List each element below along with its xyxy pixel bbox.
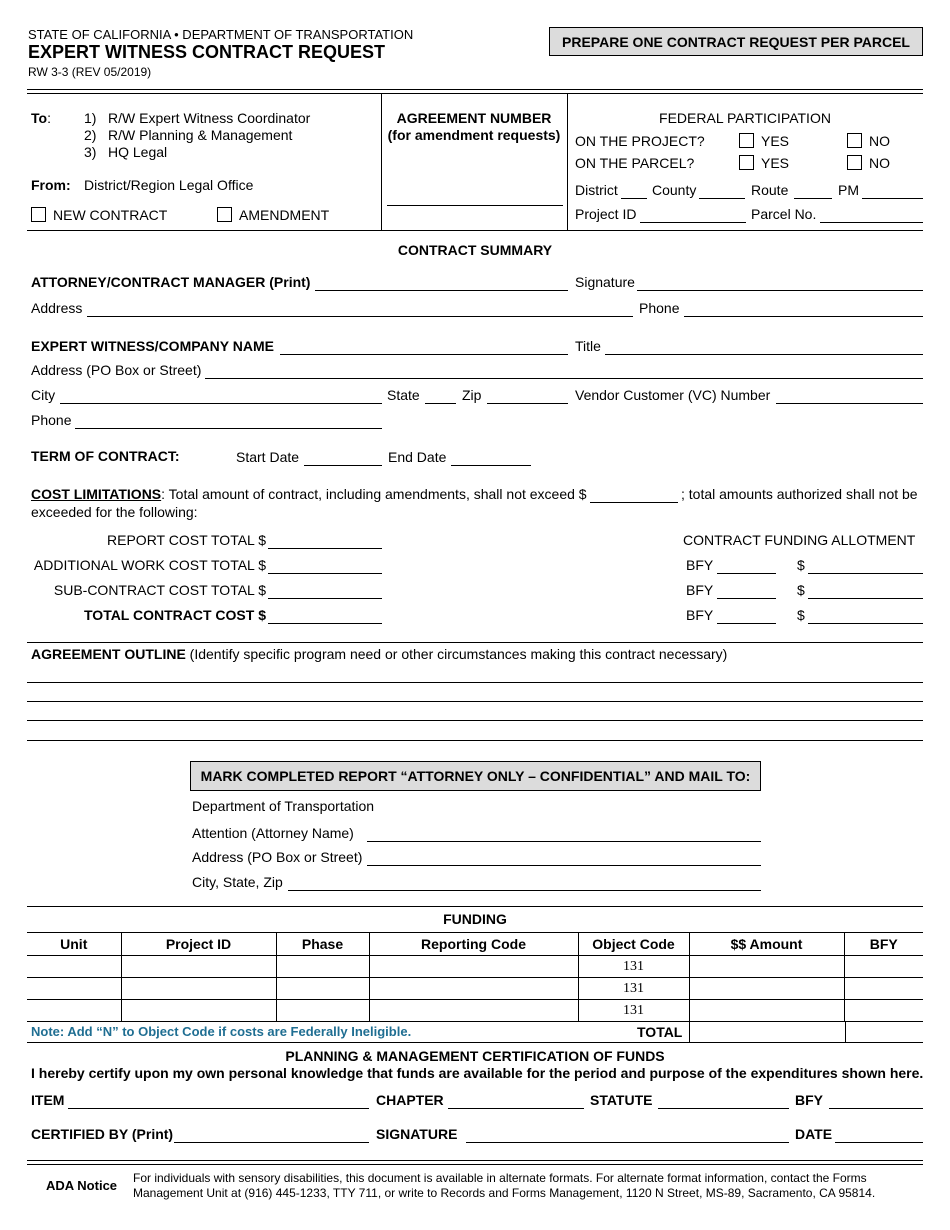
yes-label: YES [761, 133, 790, 149]
agreement-number-field[interactable] [387, 205, 563, 206]
to-item: R/W Expert Witness Coordinator [108, 110, 311, 126]
reporting-code-cell[interactable] [369, 1000, 578, 1022]
ada-notice-line: For individuals with sensory disabilities, this document is available in alternate formats. For alternate format information, contact the Forms [133, 1171, 867, 1185]
chapter-field[interactable] [448, 1108, 584, 1109]
table-header-row [27, 933, 923, 956]
attention-field[interactable] [367, 841, 761, 842]
start-date-field[interactable] [304, 465, 382, 466]
project-id-label: Project ID [575, 206, 637, 222]
ada-notice-line: Management Unit at (916) 445-1233, TTY 711, or write to Records and Forms Management, 1120 N Street, MS-89, Sacramento, CA 95814. [133, 1186, 876, 1200]
max-amount-field[interactable] [590, 502, 678, 503]
project-id-cell[interactable] [121, 956, 276, 978]
total-cost-label: TOTAL CONTRACT COST $ [84, 607, 266, 623]
column-header: Unit [27, 933, 121, 956]
address-field[interactable] [87, 316, 633, 317]
ada-label: ADA Notice [46, 1178, 118, 1193]
reporting-code-cell[interactable] [369, 978, 578, 1000]
state-label: State [387, 387, 420, 403]
object-code-cell: 131 [578, 978, 689, 1000]
zip-label: Zip [462, 387, 482, 403]
dollar-label: $ [797, 582, 805, 598]
bfy-cell[interactable] [844, 978, 923, 1000]
subcontract-cost-label: SUB-CONTRACT COST TOTAL $ [53, 582, 266, 598]
district-field[interactable] [621, 198, 647, 199]
bfy-label: BFY [686, 607, 714, 623]
agreement-outline-label: AGREEMENT OUTLINE (Identify specific program need or other circumstances making this contract necessary) [31, 646, 728, 662]
outline-line[interactable] [27, 740, 923, 741]
signature-label: Signature [575, 274, 635, 290]
table-row [27, 1000, 923, 1022]
bfy-cell[interactable] [844, 1000, 923, 1022]
bfy-label: BFY [686, 582, 714, 598]
po-address-field[interactable] [205, 378, 923, 379]
title-label: Title [575, 338, 601, 354]
total-amount-field[interactable] [690, 1022, 845, 1042]
unit-cell[interactable] [27, 956, 121, 978]
funding-title: FUNDING [443, 911, 507, 927]
bfy-field[interactable] [717, 598, 776, 599]
statute-field[interactable] [658, 1108, 789, 1109]
project-id-field[interactable] [640, 222, 746, 223]
phase-cell[interactable] [276, 1000, 369, 1022]
federal-participation-title: FEDERAL PARTICIPATION [659, 110, 831, 126]
column-header: Phase [276, 933, 369, 956]
statute-label: STATUTE [590, 1092, 653, 1108]
title-field[interactable] [605, 354, 923, 355]
vendor-label: Vendor Customer (VC) Number [575, 387, 771, 403]
reporting-code-cell[interactable] [369, 956, 578, 978]
divider [27, 1164, 923, 1165]
to-label: To: [31, 110, 51, 126]
term-label: TERM OF CONTRACT: [31, 448, 180, 464]
certification-statement: I hereby certify upon my own personal knowledge that funds are available for the period and purpose of the expenditures shown here. [31, 1065, 924, 1081]
cost-limitations-heading: COST LIMITATIONS [31, 486, 162, 502]
mail-address-label: Address (PO Box or Street) [192, 849, 363, 865]
divider [27, 93, 923, 94]
pm-field[interactable] [862, 198, 923, 199]
amount-cell[interactable] [689, 956, 844, 978]
phase-cell[interactable] [276, 956, 369, 978]
phone-label: Phone [639, 300, 680, 316]
cost-limitations-text: COST LIMITATIONS: Total amount of contract, including amendments, shall not exceed $ [31, 486, 587, 502]
expert-label: EXPERT WITNESS/COMPANY NAME [31, 338, 274, 354]
amendment-label: AMENDMENT [239, 207, 330, 223]
bfy-field[interactable] [717, 623, 776, 624]
funding-note: Note: Add “N” to Object Code if costs are Federally Ineligible. [31, 1024, 412, 1039]
project-yes-checkbox[interactable] [739, 133, 754, 148]
amendment-checkbox[interactable] [217, 207, 232, 222]
attention-label: Attention (Attorney Name) [192, 825, 354, 841]
divider [27, 1160, 923, 1161]
yes-label: YES [761, 155, 790, 171]
total-label: TOTAL [637, 1024, 683, 1040]
agency-name: STATE OF CALIFORNIA • DEPARTMENT OF TRANSPORTATION [28, 27, 414, 42]
divider [27, 230, 923, 231]
expert-phone-field[interactable] [75, 428, 382, 429]
no-label: NO [869, 133, 890, 149]
expert-field[interactable] [280, 354, 568, 355]
amount-cell[interactable] [689, 978, 844, 1000]
outline-line[interactable] [27, 701, 923, 702]
divider [27, 906, 923, 907]
column-header: BFY [844, 933, 923, 956]
allotment-title: CONTRACT FUNDING ALLOTMENT [683, 532, 916, 548]
attorney-field[interactable] [315, 290, 568, 291]
column-header: Object Code [578, 933, 689, 956]
start-date-label: Start Date [236, 449, 300, 465]
item-field[interactable] [68, 1108, 369, 1109]
bfy-label: BFY [686, 557, 714, 573]
county-field[interactable] [699, 198, 745, 199]
no-label: NO [869, 155, 890, 171]
outline-line[interactable] [27, 682, 923, 683]
county-label: County [652, 182, 697, 198]
column-header: Project ID [121, 933, 276, 956]
report-cost-field[interactable] [268, 548, 382, 549]
subcontract-cost-field[interactable] [268, 598, 382, 599]
po-address-label: Address (PO Box or Street) [31, 362, 202, 378]
state-field[interactable] [425, 403, 456, 404]
phone-label: Phone [31, 412, 72, 428]
agreement-number-label: AGREEMENT NUMBER [396, 110, 552, 126]
end-date-field[interactable] [451, 465, 531, 466]
column-header: $$ Amount [689, 933, 844, 956]
additional-cost-label: ADDITIONAL WORK COST TOTAL $ [33, 557, 266, 573]
dept-label: Department of Transportation [192, 798, 375, 814]
total-cost-field[interactable] [268, 623, 382, 624]
form-id: RW 3-3 (REV 05/2019) [28, 65, 152, 79]
allotment-amount-field[interactable] [808, 573, 923, 574]
unit-cell[interactable] [27, 978, 121, 1000]
bfy-field[interactable] [829, 1108, 923, 1109]
new-contract-checkbox[interactable] [31, 207, 46, 222]
contract-summary-title: CONTRACT SUMMARY [397, 242, 553, 258]
dollar-label: $ [797, 557, 805, 573]
mail-address-field[interactable] [367, 865, 761, 866]
from-label: From: [31, 177, 71, 193]
divider [845, 1021, 846, 1042]
project-id-cell[interactable] [121, 978, 276, 1000]
district-label: District [575, 182, 618, 198]
on-project-label: ON THE PROJECT? [575, 133, 705, 149]
city-state-zip-field[interactable] [288, 890, 761, 891]
new-contract-label: NEW CONTRACT [53, 207, 168, 223]
address-label: Address [31, 300, 83, 316]
object-code-cell: 131 [578, 956, 689, 978]
date-label: DATE [795, 1126, 833, 1142]
date-field[interactable] [835, 1142, 923, 1143]
bfy-field[interactable] [717, 573, 776, 574]
to-item: R/W Planning & Management [108, 127, 293, 143]
amount-cell[interactable] [689, 1000, 844, 1022]
divider [27, 1042, 923, 1043]
project-no-checkbox[interactable] [847, 133, 862, 148]
to-item-num: 1) [84, 110, 97, 126]
end-date-label: End Date [388, 449, 447, 465]
signature-field[interactable] [637, 290, 923, 291]
chapter-label: CHAPTER [376, 1092, 444, 1108]
table-row [27, 978, 923, 1000]
certification-title: PLANNING & MANAGEMENT CERTIFICATION OF FUNDS [285, 1048, 665, 1064]
city-field[interactable] [60, 403, 382, 404]
city-label: City [31, 387, 56, 403]
outline-line[interactable] [27, 720, 923, 721]
dollar-label: $ [797, 607, 805, 623]
bfy-label: BFY [795, 1092, 823, 1108]
parcel-no-label: Parcel No. [751, 206, 817, 222]
to-item-num: 2) [84, 127, 97, 143]
allotment-amount-field[interactable] [808, 623, 923, 624]
city-state-zip-label: City, State, Zip [192, 874, 283, 890]
form-title: EXPERT WITNESS CONTRACT REQUEST [28, 42, 386, 62]
unit-cell[interactable] [27, 1000, 121, 1022]
project-id-cell[interactable] [121, 1000, 276, 1022]
divider [27, 89, 923, 90]
agreement-number-sublabel: (for amendment requests) [387, 127, 561, 143]
parcel-no-field[interactable] [820, 222, 923, 223]
bfy-cell[interactable] [844, 956, 923, 978]
attorney-label: ATTORNEY/CONTRACT MANAGER (Print) [31, 274, 311, 290]
table-row [27, 956, 923, 978]
to-item: HQ Legal [108, 144, 168, 160]
divider [27, 642, 923, 643]
parcel-banner: PREPARE ONE CONTRACT REQUEST PER PARCEL [549, 27, 923, 56]
certified-by-field[interactable] [174, 1142, 369, 1143]
object-code-cell: 131 [578, 1000, 689, 1022]
parcel-yes-checkbox[interactable] [739, 155, 754, 170]
route-field[interactable] [794, 198, 832, 199]
cost-limitations-text-3: exceeded for the following: [31, 504, 198, 520]
route-label: Route [751, 182, 789, 198]
to-item-num: 3) [84, 144, 97, 160]
funding-table [27, 932, 923, 1022]
on-parcel-label: ON THE PARCEL? [575, 155, 695, 171]
report-cost-label: REPORT COST TOTAL $ [107, 532, 266, 548]
certified-by-label: CERTIFIED BY (Print) [31, 1126, 174, 1142]
mail-to-banner: MARK COMPLETED REPORT “ATTORNEY ONLY – CONFIDENTIAL” AND MAIL TO: [190, 761, 761, 791]
item-label: ITEM [31, 1092, 65, 1108]
signature-field[interactable] [466, 1142, 789, 1143]
additional-cost-field[interactable] [268, 573, 382, 574]
column-header: Reporting Code [369, 933, 578, 956]
vendor-field[interactable] [776, 403, 923, 404]
signature-label: SIGNATURE [376, 1126, 458, 1142]
allotment-amount-field[interactable] [808, 598, 923, 599]
zip-field[interactable] [487, 403, 568, 404]
phone-field[interactable] [684, 316, 923, 317]
phase-cell[interactable] [276, 978, 369, 1000]
from-value: District/Region Legal Office [84, 177, 254, 193]
cost-limitations-text-2: ; total amounts authorized shall not be [681, 486, 918, 502]
pm-label: PM [838, 182, 859, 198]
parcel-no-checkbox[interactable] [847, 155, 862, 170]
